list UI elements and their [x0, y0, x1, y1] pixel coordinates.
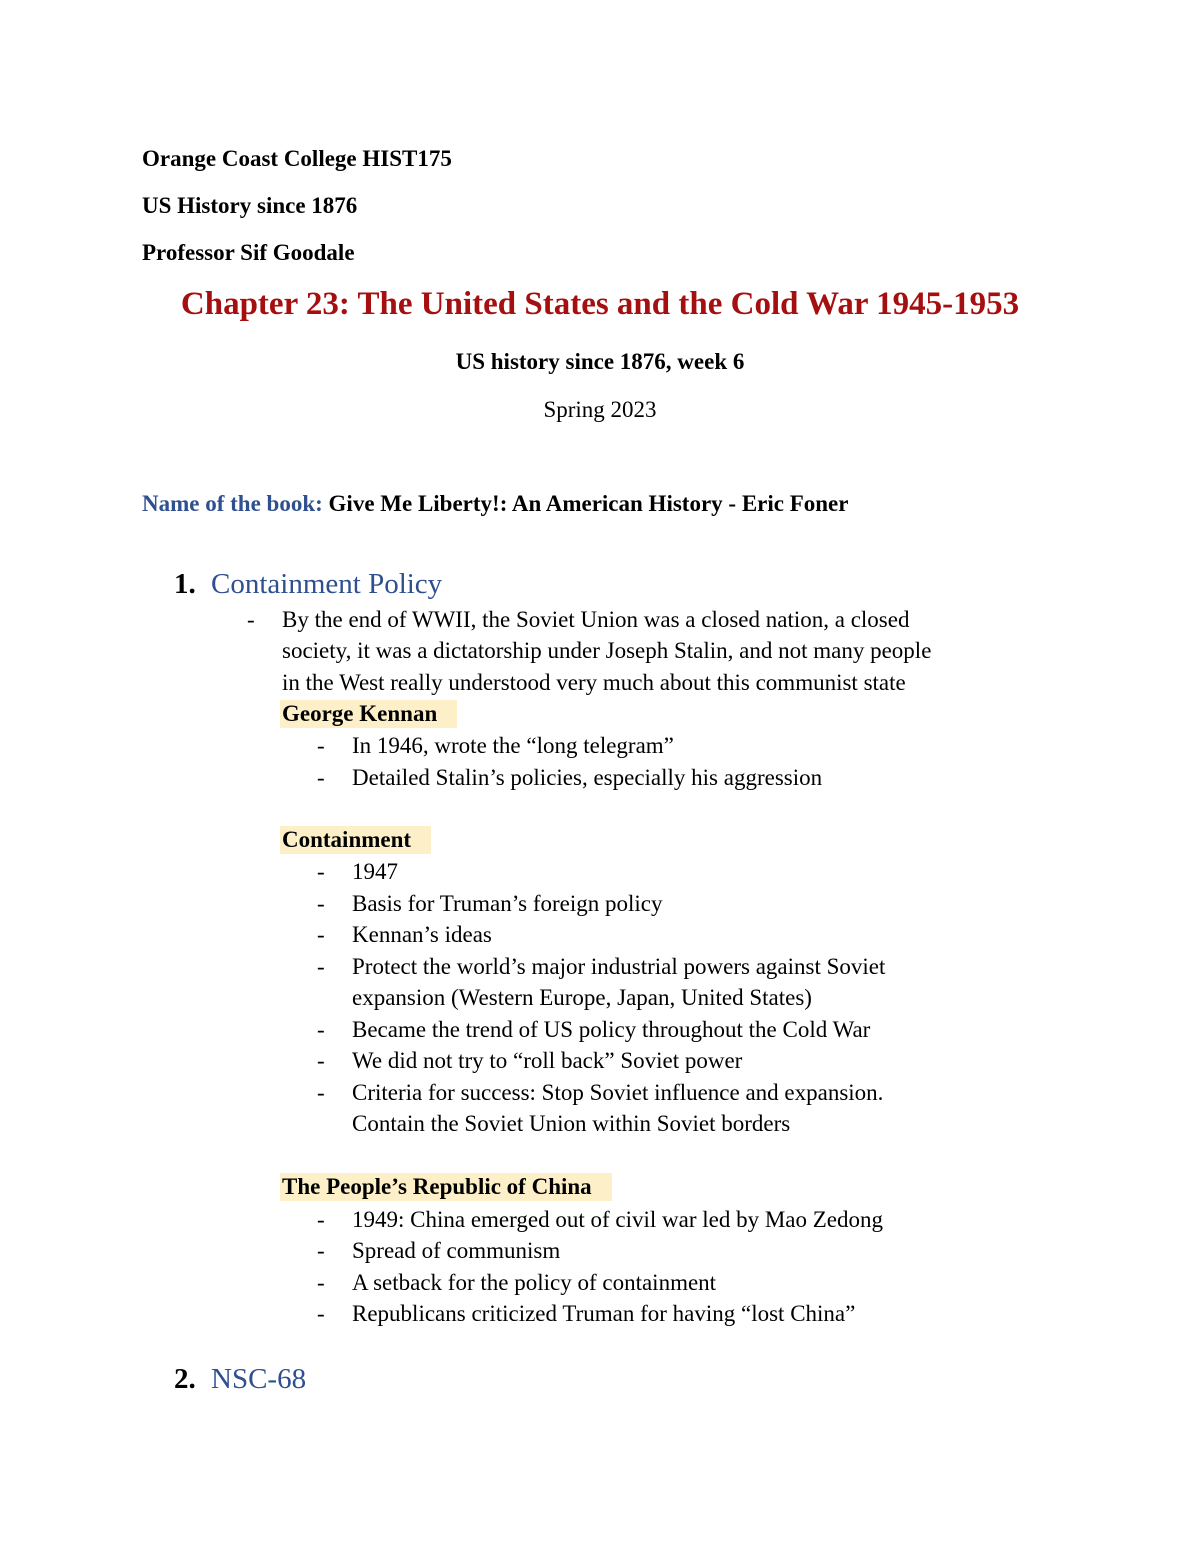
bullet-dash: - — [317, 1017, 325, 1042]
subheading-containment: Containment — [280, 826, 431, 854]
subheading-prc: The People’s Republic of China — [280, 1173, 612, 1201]
bullet-dash: - — [317, 1270, 325, 1295]
list-item: Basis for Truman’s foreign policy — [352, 891, 663, 916]
section-heading-2 — [174, 1361, 306, 1397]
book-label: Name of the book: — [142, 491, 323, 516]
subheading-george-kennan: George Kennan — [280, 700, 457, 728]
book-value: Give Me Liberty!: An American History - Eric Foner — [328, 491, 849, 516]
list-item-continuation: Contain the Soviet Union within Soviet borders — [352, 1111, 791, 1136]
list-item: Became the trend of US policy throughout the Cold War — [352, 1017, 871, 1042]
list-item: A setback for the policy of containment — [352, 1270, 717, 1295]
bullet-dash: - — [317, 1301, 325, 1326]
bullet-dash: - — [317, 1048, 325, 1073]
section-heading-1 — [174, 566, 442, 602]
intro-line-3: in the West really understood very much about this communist state — [282, 670, 906, 695]
intro-line-2: society, it was a dictatorship under Joseph Stalin, and not many people — [282, 638, 932, 663]
college-line: Orange Coast College HIST175 — [142, 146, 452, 171]
list-item: Republicans criticized Truman for having “lost China” — [352, 1301, 856, 1326]
bullet-dash: - — [317, 954, 325, 979]
term-label: Spring 2023 — [543, 397, 657, 422]
section-number: 2. — [174, 1363, 196, 1395]
bullet-dash: - — [317, 891, 325, 916]
list-item: 1947 — [352, 859, 398, 884]
list-item: In 1946, wrote the “long telegram” — [352, 733, 674, 758]
bullet-dash: - — [247, 607, 255, 632]
bullet-dash: - — [317, 1238, 325, 1263]
list-item-continuation: expansion (Western Europe, Japan, United States) — [352, 985, 812, 1010]
bullet-dash: - — [317, 1207, 325, 1232]
bullet-dash: - — [317, 859, 325, 884]
chapter-title: Chapter 23: The United States and the Cold War 1945-1953 — [180, 286, 1020, 322]
list-item: Criteria for success: Stop Soviet influence and expansion. — [352, 1080, 884, 1105]
list-item: Detailed Stalin’s policies, especially his aggression — [352, 765, 823, 790]
bullet-dash: - — [317, 922, 325, 947]
list-item: We did not try to “roll back” Soviet power — [352, 1048, 743, 1073]
list-item: 1949: China emerged out of civil war led by Mao Zedong — [352, 1207, 884, 1232]
bullet-dash: - — [317, 765, 325, 790]
bullet-dash: - — [317, 1080, 325, 1105]
section-title: Containment Policy — [211, 568, 443, 600]
section-title: NSC-68 — [211, 1363, 307, 1395]
course-line: US History since 1876 — [142, 193, 358, 218]
section-number: 1. — [174, 568, 196, 600]
week-subtitle: US history since 1876, week 6 — [455, 349, 745, 374]
bullet-dash: - — [317, 733, 325, 758]
intro-line-1: By the end of WWII, the Soviet Union was a closed nation, a closed — [282, 607, 910, 632]
book-line — [142, 490, 848, 518]
list-item: Protect the world’s major industrial powers against Soviet — [352, 954, 886, 979]
list-item: Kennan’s ideas — [352, 922, 492, 947]
professor-line: Professor Sif Goodale — [142, 240, 355, 265]
list-item: Spread of communism — [352, 1238, 561, 1263]
